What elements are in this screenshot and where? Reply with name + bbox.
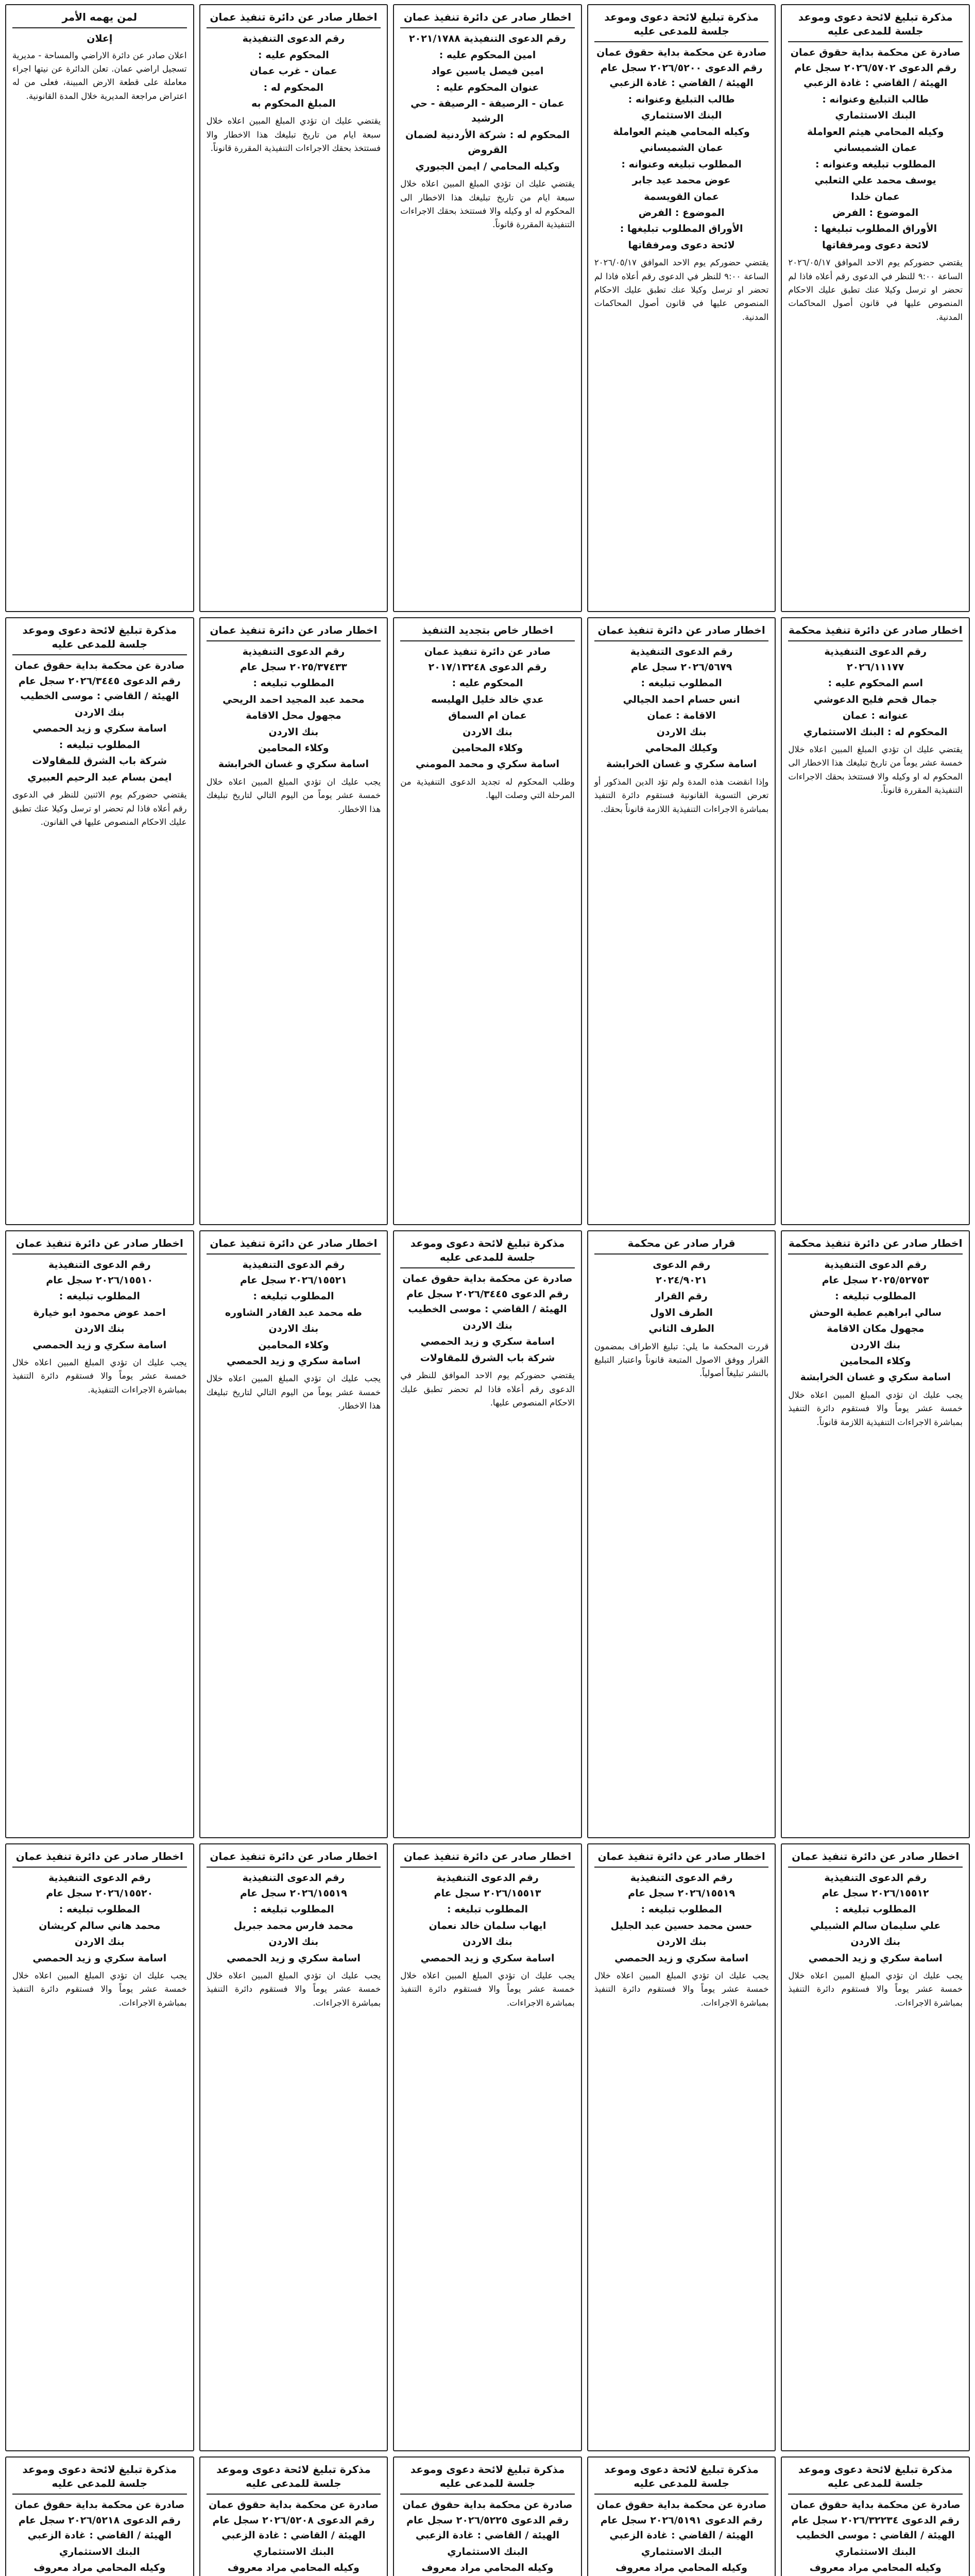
notice-court: رقم الدعوى التنفيذية	[824, 1872, 927, 1884]
notice-court: صادرة عن محكمة بداية حقوق عمان	[596, 47, 767, 58]
notice-line: مجهول مكان الاقامة	[827, 1323, 925, 1335]
notice-line: عمان الشميساني	[640, 142, 724, 154]
notice-title: اخطار صادر عن دائرة تنفيذ محكمة	[788, 623, 963, 641]
notice-line: وكلاء المحامين	[258, 742, 329, 754]
notice-case-number: رقم الدعوى ٢٠٢٦/٥٢٠٨ سجل عام	[212, 2514, 375, 2526]
notice-line: محمد هاني سالم كريشان	[39, 1920, 161, 1931]
notice-title: اخطار صادر عن دائرة تنفيذ عمان	[207, 623, 381, 641]
notice-line: بنك الاردن	[268, 1936, 319, 1948]
notice-title: مذكرة تبليغ لائحة دعوى وموعد جلسة للمدعى عليه	[788, 2463, 963, 2495]
notice-line: سالي ابراهيم عطية الوحش	[809, 1307, 942, 1318]
legal-notice	[199, 2456, 388, 2576]
notice-line: الاقامة : عمان	[647, 710, 716, 722]
notice-title: اخطار صادر عن دائرة تنفيذ عمان	[400, 10, 575, 28]
notice-line: بنك الاردن	[268, 726, 319, 738]
notice-title: قرار صادر عن محكمة	[594, 1236, 769, 1255]
notice-case-number: ٢٠٢٦/١٥٥١٠ سجل عام	[46, 1274, 153, 1286]
notice-line: اسامة سكري و زيد الحمصي	[32, 1952, 167, 1964]
legal-notice	[393, 2456, 582, 2576]
notice-case-number: ٢٠٢٦/١٥٥١٣ سجل عام	[434, 1887, 541, 1899]
notice-case-number: رقم الدعوى ٢٠١٧/١٣٢٤٨	[428, 661, 547, 673]
notice-title: لمن يهمه الأمر	[12, 10, 187, 28]
legal-notice	[199, 4, 388, 612]
notice-court: رقم الدعوى التنفيذية	[242, 646, 345, 657]
notice-line: امين المحكوم عليه :	[439, 49, 536, 61]
notice-body: يجب عليك ان تؤدي المبلغ المبين اعلاه خلال خمسة عشر يوماً من اليوم التالي لتاريخ تبليغك هذا الاخطار.	[206, 776, 381, 814]
notice-body: يقتضي عليك ان تؤدي المبلغ المبين اعلاه خلال سبعة ايام من تاريخ تبليغك هذا الاخطار الى المحكوم له او وكيله والا فستتخذ بحقك الاجراءات التنفيذية المقررة قانوناً.	[400, 179, 575, 230]
notice-line: بنك الاردن	[463, 726, 512, 738]
notice-line: طالب التبليغ وعنوانه :	[628, 93, 735, 105]
notice-case-number: رقم الدعوى ٢٠٢٦/٣٢٢٣٤ سجل عام	[791, 2514, 960, 2526]
notice-line: اسامة سكري و زيد الحمصي	[420, 1336, 555, 1348]
legal-notice	[393, 1843, 582, 2451]
notice-line: وكيله المحامي مراد معروف	[615, 2562, 748, 2574]
notice-case-number: رقم الدعوى ٢٠٢٦/٣٤٤٥ سجل عام	[18, 675, 181, 687]
notices-row-4	[5, 1843, 970, 2451]
notice-panel: الهيئة / القاضي : موسى الخطيب	[796, 2530, 955, 2541]
notices-row-2	[5, 617, 970, 1225]
notice-court: رقم الدعوى التنفيذية	[242, 1259, 345, 1270]
notice-line: عنوانه : عمان	[842, 710, 909, 722]
notice-line: بنك الاردن	[850, 1936, 901, 1948]
notice-title: مذكرة تبليغ لائحة دعوى وموعد جلسة للمدعى عليه	[12, 2463, 187, 2495]
notice-body: يجب عليك ان تؤدي المبلغ المبين اعلاه خلال خمسة عشر يوماً والا فستقوم دائرة التنفيذ بمباشرة الاجراءات.	[206, 1971, 381, 2008]
notice-title: مذكرة تبليغ لائحة دعوى وموعد جلسة للمدعى عليه	[400, 1236, 575, 1268]
notice-line: المطلوب تبليغه :	[835, 1291, 916, 1302]
notice-line: بنك الاردن	[74, 1936, 125, 1948]
notice-body: يجب عليك ان تؤدي المبلغ المبين اعلاه خلال خمسة عشر يوماً والا فستقوم دائرة التنفيذ بمباشرة الاجراءات التنفيذية.	[12, 1358, 187, 1395]
notice-line: وكيله المحامي هيثم العواملة	[613, 126, 750, 138]
notice-panel: الهيئة / القاضي : غادة الزعبي	[609, 77, 754, 89]
notice-title: اخطار صادر عن دائرة تنفيذ عمان	[12, 1850, 187, 1868]
notice-title: اخطار صادر عن دائرة تنفيذ عمان	[207, 1236, 381, 1255]
notices-row-3	[5, 1230, 970, 1838]
notice-line: حسن محمد حسين عبد الجليل	[610, 1920, 752, 1931]
notice-line: شركة باب الشرق للمقاولات	[420, 1352, 555, 1364]
notice-line: وكيلك المحامي	[645, 742, 718, 754]
notice-line: اسامة سكري و زيد الحمصي	[32, 723, 167, 735]
notice-panel: الهيئة / القاضي : غادة الزعبي	[803, 77, 948, 89]
notice-line: جمال قحم فليح الدعوشي	[813, 693, 937, 705]
notice-line: عمان - الرصيفة - الرصيفة - حي الرشيد	[410, 97, 565, 125]
notice-line: المبلغ المحكوم به	[251, 97, 336, 109]
notice-line: المحكوم عليه :	[452, 677, 523, 689]
notice-line: البنك الاستثماري	[59, 2546, 140, 2557]
notice-case-number: ٢٠٢٦/١٥٥١٢ سجل عام	[822, 1887, 929, 1899]
notice-line: المطلوب تبليغه :	[59, 739, 140, 751]
legal-notice	[5, 2456, 194, 2576]
legal-notice	[5, 1230, 194, 1838]
notice-title: اخطار صادر عن دائرة تنفيذ عمان	[594, 623, 769, 641]
legal-notice	[781, 617, 970, 1225]
notice-line: اسامة سكري و غسان الخرابشة	[606, 758, 757, 770]
notice-case-number: ٢٠٢٦/١٥٥٢١ سجل عام	[240, 1274, 347, 1286]
notice-title: مذكرة تبليغ لائحة دعوى وموعد جلسة للمدعى عليه	[400, 2463, 575, 2495]
notice-court: صادرة عن محكمة بداية حقوق عمان	[402, 2499, 573, 2511]
notice-body: يقتضي عليك ان تؤدي المبلغ المبين اعلاه خلال سبعة ايام من تاريخ تبليغك هذا الاخطار والا فستتخذ بحقك الاجراءات التنفيذية المقررة قانوناً.	[206, 116, 381, 154]
notice-line: المطلوب تبليغه وعنوانه :	[621, 158, 742, 170]
notice-line: المطلوب تبليغه :	[641, 677, 722, 689]
notice-title: اخطار صادر عن دائرة تنفيذ عمان	[207, 1850, 381, 1868]
legal-notice	[393, 617, 582, 1225]
legal-notice	[393, 4, 582, 612]
notice-line: عدي خالد خليل الهليسه	[431, 693, 544, 705]
notice-case-number: رقم الدعوى ٢٠٢٦/٥٢٢٥ سجل عام	[406, 2514, 569, 2526]
notice-court: رقم الدعوى التنفيذية	[630, 646, 733, 657]
notice-line: طه محمد عبد القادر الشاوره	[225, 1307, 362, 1318]
notice-line: المطلوب تبليغه :	[253, 677, 334, 689]
notice-line: بنك الاردن	[850, 1339, 901, 1351]
notice-line: وكيله المحامي مراد معروف	[33, 2562, 166, 2574]
notice-title: اخطار صادر عن دائرة تنفيذ عمان	[207, 10, 381, 28]
notice-body: اعلان صادر عن دائرة الاراضي والمساحة - مديرية تسجيل اراضي عمان. تعلن الدائرة عن نيتها اجراء معاملة على قطعة الارض المبينة، فعلى من له اعتراض مراجعة المديرية خلال المدة القانونية.	[12, 50, 187, 101]
notice-line: المطلوب تبليغه :	[641, 1904, 722, 1916]
notice-line: المحكوم له : البنك الاستثماري	[803, 726, 948, 738]
notice-panel: الهيئة / القاضي : غادة الزعبي	[27, 2530, 172, 2541]
notice-line: الموضوع : الفرض	[832, 207, 919, 218]
notice-line: البنك الاستثماري	[641, 2546, 722, 2557]
notice-line: المحكوم عليه :	[258, 49, 329, 61]
notice-case-number: ٢٠٢٦/١١١٧٧	[847, 661, 904, 673]
notice-line: البنك الاستثماري	[641, 110, 722, 122]
notice-line: محمد فارس محمد جبريل	[233, 1920, 354, 1931]
legal-notice	[781, 1230, 970, 1838]
notice-line: المطلوب تبليغه :	[835, 1904, 916, 1916]
notice-line: المحكوم له :	[263, 81, 324, 93]
notice-case-number: ٢٠٢٥/٥٢٧٥٣ سجل عام	[822, 1274, 929, 1286]
notice-case-number: رقم الدعوى ٢٠٢٦/٥٢٠٠ سجل عام	[600, 62, 763, 74]
notice-court: صادرة عن محكمة بداية حقوق عمان	[596, 2499, 767, 2511]
notice-line: وكلاء المحامين	[840, 1355, 911, 1367]
notice-title: مذكرة تبليغ لائحة دعوى وموعد جلسة للمدعى عليه	[594, 10, 769, 42]
notice-title: مذكرة تبليغ لائحة دعوى وموعد جلسة للمدعى عليه	[594, 2463, 769, 2495]
notice-court: رقم الدعوى التنفيذية	[242, 1872, 345, 1884]
notice-line: الطرف الاول	[650, 1307, 713, 1318]
notice-body: يجب عليك ان تؤدي المبلغ المبين اعلاه خلال خمسة عشر يوماً والا فستقوم دائرة التنفيذ بمباشرة الاجراءات.	[594, 1971, 769, 2008]
legal-notice	[393, 1230, 582, 1838]
notice-line: اسم المحكوم عليه :	[828, 677, 923, 689]
notice-body: قررت المحكمة ما يلي: تبليغ الاطراف بمضمون القرار ووفق الاصول المتبعة قانوناً واعتبار التبليغ بالنشر تبليغاً أصولياً.	[594, 1341, 769, 1379]
legal-notice	[199, 1843, 388, 2451]
notice-panel: الهيئة / القاضي : غادة الزعبي	[221, 2530, 366, 2541]
legal-notice	[5, 4, 194, 612]
legal-notice	[199, 1230, 388, 1838]
notice-line: البنك الاستثماري	[253, 2546, 334, 2557]
notice-court: رقم الدعوى	[653, 1259, 711, 1270]
notice-court: رقم الدعوى التنفيذية	[824, 1259, 927, 1270]
notices-row-5	[5, 2456, 970, 2576]
notice-line: عمان - غرب عمان	[250, 65, 337, 77]
notice-line: يوسف محمد علي الثعلبي	[814, 175, 936, 187]
legal-notice	[781, 4, 970, 612]
notice-line: اسامة سكري و غسان الخرابشة	[218, 758, 369, 770]
notice-line: الأوراق المطلوب تبليغها :	[620, 223, 743, 235]
notice-line: اسامة سكري و محمد المومني	[415, 758, 560, 770]
notice-line: الطرف الثاني	[648, 1323, 714, 1335]
legal-notice	[587, 1843, 776, 2451]
notice-line: اسامة سكري و زيد الحمصي	[32, 1339, 167, 1351]
notice-line: وكيله المحامي مراد معروف	[809, 2562, 942, 2574]
notice-court: صادرة عن محكمة بداية حقوق عمان	[208, 2499, 379, 2511]
notice-panel: الهيئة / القاضي : موسى الخطيب	[408, 1303, 567, 1315]
notice-line: وكلاء المحامين	[258, 1339, 329, 1351]
notice-case-number: رقم الدعوى ٢٠٢٦/٥٢١٨ سجل عام	[18, 2514, 181, 2526]
notice-line: الموضوع : الفرض	[638, 207, 725, 218]
notice-body: يجب عليك ان تؤدي المبلغ المبين اعلاه خلال خمسة عشر يوماً والا فستقوم دائرة التنفيذ بمباشرة الاجراءات.	[400, 1971, 575, 2008]
notice-panel: الهيئة / القاضي : غادة الزعبي	[609, 2530, 754, 2541]
notice-body: يقتضي حضوركم يوم الاحد الموافق ٢٠٢٦/٠٥/١٧ الساعة ٩:٠٠ للنظر في الدعوى رقم أعلاه فاذا لم تحضر او ترسل وكيلا عنك تطبق عليك الاحكام المنصوص عليها في قانون أصول المحاكمات المدنية.	[788, 258, 963, 322]
notice-title: اخطار خاص بتجديد التنفيذ	[400, 623, 575, 641]
notice-body: يقتضي عليك ان تؤدي المبلغ المبين اعلاه خلال خمسة عشر يوماً من تاريخ تبليغك هذا الاخطار الى المحكوم له او وكيله والا فستتخذ بحقك الاجراءات التنفيذية المقررة قانوناً.	[788, 744, 963, 795]
legal-notice	[5, 617, 194, 1225]
notice-line: لائحة دعوى ومرفقاتها	[628, 239, 735, 251]
legal-notice	[781, 1843, 970, 2451]
notice-line: المحكوم له : شركة الأردنية لضمان القروض	[405, 129, 570, 156]
notice-panel: الهيئة / القاضي : غادة الزعبي	[415, 2530, 560, 2541]
notice-title: اخطار صادر عن دائرة تنفيذ عمان	[400, 1850, 575, 1868]
notice-line: البنك الاستثماري	[835, 2546, 916, 2557]
notice-line: المطلوب تبليغه وعنوانه :	[815, 158, 936, 170]
notice-court: رقم الدعوى التنفيذية	[436, 1872, 539, 1884]
legal-notice	[587, 2456, 776, 2576]
notice-line: عمان القويسمة	[644, 191, 719, 202]
notice-line: مجهول محل الاقامة	[246, 710, 341, 722]
notice-court: رقم الدعوى التنفيذية ٢٠٢١/١٧٨٨	[409, 33, 566, 44]
notice-body: يجب عليك ان تؤدي المبلغ المبين اعلاه خلال خمسة عشر يوماً والا فستقوم دائرة التنفيذ بمباشرة الاجراءات.	[788, 1971, 963, 2008]
notice-line: الأوراق المطلوب تبليغها :	[814, 223, 937, 235]
notice-line: امين فيصل ياسين عواد	[431, 65, 544, 77]
notice-line: شركة باب الشرق للمقاولات	[32, 755, 167, 767]
notice-line: اسامة سكري و زيد الحمصي	[226, 1355, 361, 1367]
notice-court: رقم الدعوى التنفيذية	[630, 1872, 733, 1884]
notice-line: المطلوب تبليغه :	[253, 1291, 334, 1302]
notice-line: عمان ام السماق	[448, 710, 527, 722]
notice-court: صادرة عن محكمة بداية حقوق عمان	[790, 47, 961, 58]
notice-court: إعلان	[87, 33, 113, 44]
notice-body: وطلب المحكوم له تجديد الدعوى التنفيذية من المرحلة التي وصلت اليها.	[400, 776, 575, 801]
notice-line: البنك الاستثماري	[835, 110, 916, 122]
notice-line: بنك الاردن	[268, 1323, 319, 1335]
notice-line: وكلاء المحامين	[452, 742, 523, 754]
notice-case-number: ٢٠٢٦/١٥٥٢٠ سجل عام	[46, 1887, 153, 1899]
legal-notice	[199, 617, 388, 1225]
notice-title: مذكرة تبليغ لائحة دعوى وموعد جلسة للمدعى عليه	[12, 623, 187, 655]
notices-row-1	[5, 4, 970, 612]
notice-title: اخطار صادر عن دائرة تنفيذ عمان	[12, 1236, 187, 1255]
notice-line: لائحة دعوى ومرفقاتها	[822, 239, 929, 251]
notice-line: بنك الاردن	[463, 1319, 512, 1331]
notice-court: رقم الدعوى التنفيذية	[242, 33, 345, 44]
notice-line: المطلوب تبليغه :	[59, 1904, 140, 1916]
notice-line: بنك الاردن	[74, 706, 125, 718]
notice-case-number: ٢٠٢٤/٩٠٢١	[656, 1274, 707, 1286]
notice-case-number: ٢٠٢٦/١٥٥١٩ سجل عام	[628, 1887, 735, 1899]
notice-line: عوض محمد عيد جابر	[632, 175, 731, 187]
notice-body: يقتضي حضوركم يوم الاحد الموافق للنظر في الدعوى رقم أعلاه فاذا لم تحضر تطبق عليك الاحكام المنصوص عليها.	[400, 1370, 575, 1408]
notice-line: بنك الاردن	[656, 726, 707, 738]
notice-line: انس حسام احمد الجيالي	[623, 693, 740, 705]
notice-line: احمد عوض محمود ابو خيارة	[33, 1307, 166, 1318]
notice-court: صادرة عن محكمة بداية حقوق عمان	[14, 660, 185, 671]
notice-panel: الهيئة / القاضي : موسى الخطيب	[20, 690, 179, 702]
notice-court: صادرة عن محكمة بداية حقوق عمان	[790, 2499, 961, 2511]
notice-title: مذكرة تبليغ لائحة دعوى وموعد جلسة للمدعى عليه	[207, 2463, 381, 2495]
notice-line: اسامة سكري و زيد الحمصي	[420, 1952, 555, 1964]
notice-line: عمان خلدا	[851, 191, 900, 202]
notice-court: رقم الدعوى التنفيذية	[48, 1872, 151, 1884]
notice-body: يقتضي حضوركم يوم الاحد الموافق ٢٠٢٦/٠٥/١٧ الساعة ٩:٠٠ للنظر في الدعوى رقم أعلاه فاذا لم تحضر او ترسل وكيلا عنك تطبق عليك الاحكام المنصوص عليها في قانون أصول المحاكمات المدنية.	[594, 258, 769, 322]
notice-court: صادرة عن محكمة بداية حقوق عمان	[402, 1273, 573, 1284]
notice-line: المطلوب تبليغه :	[59, 1291, 140, 1302]
legal-notice	[781, 2456, 970, 2576]
notice-line: وكيله المحامي هيثم العواملة	[807, 126, 944, 138]
notice-body: يجب عليك ان تؤدي المبلغ المبين اعلاه خلال خمسة عشر يوماً والا فستقوم دائرة التنفيذ بمباشرة الاجراءات التنفيذية اللازمة قانوناً.	[788, 1389, 963, 1427]
notice-line: بنك الاردن	[74, 1323, 125, 1335]
notice-line: اسامة سكري و غسان الخرابشة	[800, 1371, 951, 1383]
notice-body: وإذا انقضت هذه المدة ولم تؤد الدين المذكور أو تعرض التسوية القانونية فستقوم دائرة التنفيذ بمباشرة الاجراءات التنفيذية اللازمة قانوناً بحقك.	[594, 776, 769, 814]
notice-line: البنك الاستثماري	[447, 2546, 528, 2557]
notice-line: رقم القرار	[655, 1291, 708, 1302]
notice-line: اسامة سكري و زيد الحمصي	[808, 1952, 943, 1964]
notice-body: يقتضي حضوركم يوم الاثنين للنظر في الدعوى رقم أعلاه فاذا لم تحضر او ترسل وكيلا عنك تطبق عليك الاحكام المنصوص عليها في القانون.	[12, 790, 187, 827]
notice-case-number: رقم الدعوى ٢٠٢٦/٥١٩١ سجل عام	[600, 2514, 763, 2526]
notice-line: طالب التبليغ وعنوانه :	[822, 93, 929, 105]
notice-line: اسامة سكري و زيد الحمصي	[226, 1952, 361, 1964]
notice-title: اخطار صادر عن دائرة تنفيذ عمان	[788, 1850, 963, 1868]
notice-line: المطلوب تبليغه :	[447, 1904, 528, 1916]
notice-line: وكيله المحامي / ايمن الجبوري	[415, 160, 560, 172]
notice-court: صادر عن دائرة تنفيذ عمان	[424, 646, 551, 657]
legal-notice	[587, 617, 776, 1225]
notice-body: يجب عليك ان تؤدي المبلغ المبين اعلاه خلال خمسة عشر يوماً والا فستقوم دائرة التنفيذ بمباشرة الاجراءات.	[12, 1971, 187, 2008]
notice-title: اخطار صادر عن دائرة تنفيذ عمان	[594, 1850, 769, 1868]
notice-line: عنوان المحكوم عليه :	[436, 81, 539, 93]
notice-case-number: ٢٠٢٦/١٥٥١٩ سجل عام	[240, 1887, 347, 1899]
notice-line: محمد عبد المجيد احمد الريحي	[223, 693, 365, 705]
notice-court: صادرة عن محكمة بداية حقوق عمان	[14, 2499, 185, 2511]
notice-line: عمان الشميساني	[833, 142, 917, 154]
notice-court: رقم الدعوى التنفيذية	[48, 1259, 151, 1270]
notice-line: المطلوب تبليغه :	[253, 1904, 334, 1916]
notice-case-number: ٢٠٢٦/٥٦٧٩ سجل عام	[630, 661, 732, 673]
notice-body: يجب عليك ان تؤدي المبلغ المبين اعلاه خلال خمسة عشر يوماً من اليوم التالي لتاريخ تبليغك هذا الاخطار.	[206, 1374, 381, 1411]
notice-line: بنك الاردن	[463, 1936, 512, 1948]
notice-title: اخطار صادر عن دائرة تنفيذ محكمة	[788, 1236, 963, 1255]
notice-case-number: ٢٠٢٥/٣٧٤٣٣ سجل عام	[240, 661, 347, 673]
notice-line: ايهاب سلمان خالد نعمان	[429, 1920, 546, 1931]
legal-notice	[5, 1843, 194, 2451]
notice-line: وكيله المحامي مراد معروف	[421, 2562, 554, 2574]
notice-case-number: رقم الدعوى ٢٠٢٦/٥٧٠٢ سجل عام	[794, 62, 957, 74]
notice-line: بنك الاردن	[656, 1936, 707, 1948]
notice-title: مذكرة تبليغ لائحة دعوى وموعد جلسة للمدعى عليه	[788, 10, 963, 42]
legal-notice	[587, 1230, 776, 1838]
notice-line: وكيله المحامي مراد معروف	[227, 2562, 360, 2574]
legal-notice	[587, 4, 776, 612]
notice-line: ايمن بسام عبد الرحيم العبيري	[27, 771, 172, 783]
notice-line: علي سليمان سالم الشبيلي	[810, 1920, 941, 1931]
notice-court: رقم الدعوى التنفيذية	[824, 646, 927, 657]
notice-line: اسامة سكري و زيد الحمصي	[614, 1952, 749, 1964]
notice-case-number: رقم الدعوى ٢٠٢٦/٣٤٤٥ سجل عام	[406, 1288, 569, 1300]
